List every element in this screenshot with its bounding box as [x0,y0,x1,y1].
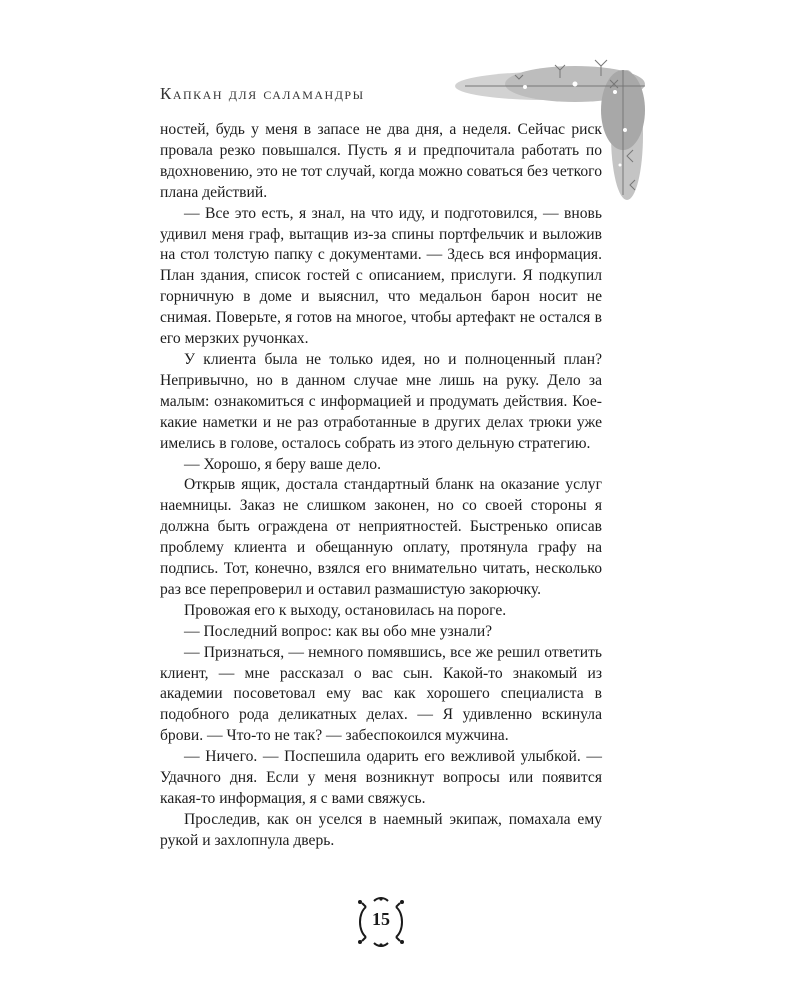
paragraph: — Последний вопрос: как вы обо мне узнали? [184,622,493,640]
paragraph: — Ничего. — Поспешила одарить его вежливой улыбкой. — Удачного дня. Если у меня возникнут вопросы или появится какая-то информация, я с вами свяжусь. [160,748,602,807]
paragraph: — Признаться, — немного помявшись, все же решил ответить клиент, — мне рассказал о вас сын. Какой-то знакомый из академии посоветовал ему вас как хорошего специалиста в подобного рода деликатных делах. — Я удивленно вскинула брови. — Что-то не так? — забеспокоился мужчина. [160,643,602,745]
page-number-badge [352,895,410,949]
running-head: Капкан для саламандры [160,84,365,103]
body-text [160,120,602,852]
paragraph: — Все это есть, я знал, на что иду, и подготовился, — вновь удивил меня граф, вытащив из-за спины портфельчик и выложив на стол толстую папку с документами. — Здесь вся информация. План здания, список гостей с описанием, прислуги. Я подкупил горничную в доме и выяснил, что медальон барон носит не снимая. Поверьте, я готов на многое, чтобы артефакт не остался в его мерзких ручонках. [160,204,602,348]
page-number: 15 [372,909,390,929]
paragraph: У клиента была не только идея, но и полноценный план? Непривычно, но в данном случае мне лишь на руку. Дело за малым: ознакомиться с информацией и продумать действия. Кое-какие наметки и не раз отработанные в других делах трюки уже имелись в голове, осталось собрать из этого дельную стратегию. [160,350,602,452]
paragraph: ностей, будь у меня в запасе не два дня, а неделя. Сейчас риск провала резко повышался. Пусть я и предпочитала работать по вдохновению, это не тот случай, когда можно соваться без четкого плана действий. [160,121,602,201]
paragraph: — Хорошо, я беру ваше дело. [184,455,382,473]
paragraph: Открыв ящик, достала стандартный бланк на оказание услуг наемницы. Заказ не слишком законен, но со своей стороны я должна быть ограждена от неприятностей. Быстренько описав проблему клиента и обещанную оплату, протянула графу на подпись. Тот, конечно, взялся его внимательно читать, несколько раз все перепроверил и оставил размашистую закорючку. [160,476,602,598]
paragraph: Провожая его к выходу, остановилась на пороге. [184,601,507,619]
paragraph: Проследив, как он уселся в наемный экипаж, помахала ему рукой и захлопнула дверь. [160,810,602,849]
